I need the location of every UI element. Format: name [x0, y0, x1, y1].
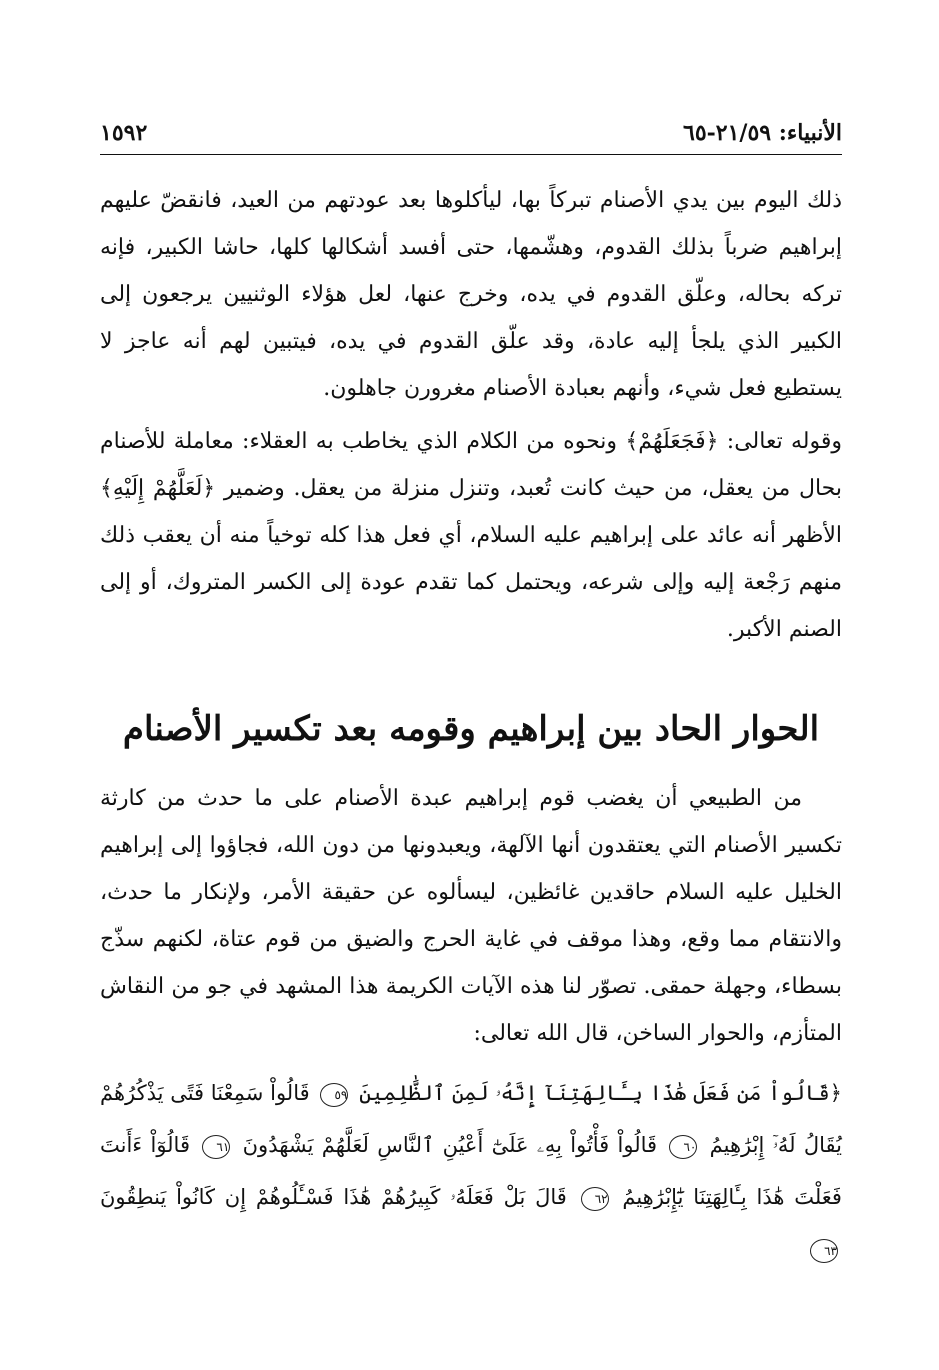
- verse-60: قَالُواْ سَمِعْنَا فَتًى يَذْكُرُهُمْ يُقَالُ لَهُۥٓ إِبْرَٰهِيمُ: [100, 1081, 842, 1157]
- ayah-number-61: ٦١: [202, 1135, 230, 1159]
- verse-59: قَالُواْ مَن فَعَلَ هَٰذَا بِـَٔالِهَتِنَآ إِنَّهُۥ لَمِنَ ٱلظَّٰلِمِينَ: [359, 1081, 830, 1105]
- quran-verses: [100, 1067, 842, 1275]
- quran-open-brace: ﴿: [829, 1081, 842, 1105]
- body-paragraph-3: من الطبيعي أن يغضب قوم إبراهيم عبدة الأصنام على ما حدث من كارثة تكسير الأصنام التي يعتقدون أنها الآلهة، ويعبدونها من دون الله، فجاؤوا إلى إبراهيم الخليل عليه السلام حاقدين غائظين، ليسألوه عن حقيقة الأمر، ولإنكار ما حدث، والانتقام مما وقع، وهذا موقف في غاية الحرج والضيق من قوم عتاة، لكنهم سذّج بسطاء، وجهلة حمقى. تصوّر لنا هذه الآيات الكريمة هذا المشهد في جو من النقاش المتأزم، والحوار الساخن، قال الله تعالى:: [100, 786, 842, 1046]
- ayah-number-60: ٦٠: [669, 1135, 697, 1159]
- body-paragraph-2: وقوله تعالى: ﴿فَجَعَلَهُمْ﴾ ونحوه من الكلام الذي يخاطب به العقلاء: معاملة للأصنام بحال من يعقل، من حيث كانت تُعبد، وتنزل منزلة من يعقل. وضمير ﴿لَعَلَّهُمْ إِلَيْهِ﴾ الأظهر أنه عائد على إبراهيم عليه السلام، أي فعل هذا كله توخياً منه أن يعقب ذلك منهم رَجْعة إليه وإلى شرعه، ويحتمل كما تقدم عودة إلى الكسر المتروك، أو إلى الصنم الأكبر.: [100, 429, 843, 642]
- verse-61: قَالُواْ فَأْتُواْ بِهِۦ عَلَىٰٓ أَعْيُنِ ٱلنَّاسِ لَعَلَّهُمْ يَشْهَدُونَ: [242, 1133, 658, 1157]
- running-header: [100, 118, 842, 148]
- body-paragraph-1: ذلك اليوم بين يدي الأصنام تبركاً بها، ليأكلوها بعد عودتهم من العيد، فانقضّ عليهم إبراهيم ضرباً بذلك القدوم، وهشّمها، حتى أفسد أشكالها كلها، حاشا الكبير، فإنه تركه بحاله، وعلّق القدوم في يده، وخرج عنها، لعل هؤلاء الوثنيين يرجعون إلى الكبير الذي يلجأ إليه عادة، وقد علّق القدوم في يده، فيتبين لهم أنه عاجز لا يستطيع فعل شيء، وأنهم بعبادة الأصنام مغرورن جاهلون.: [100, 188, 842, 401]
- page-number: ١٥٩٢: [100, 120, 148, 146]
- ayah-number-62: ٦٢: [581, 1187, 609, 1211]
- chapter-reference: الأنبياء: ٢١/٥٩-٦٥: [683, 120, 842, 146]
- book-page: [100, 118, 842, 1296]
- verse-62: قَالُوٓاْ ءَأَنتَ فَعَلْتَ هَٰذَا بِـَٔالِهَتِنَا يَٰٓإِبْرَٰهِيمُ: [100, 1133, 842, 1209]
- verse-63: قَالَ بَلْ فَعَلَهُۥ كَبِيرُهُمْ هَٰذَا فَسْـَٔلُوهُمْ إِن كَانُواْ يَنطِقُونَ: [100, 1185, 567, 1209]
- ayah-number-63: ٦٣: [810, 1239, 838, 1263]
- section-heading: الحوار الحاد بين إبراهيم وقومه بعد تكسير الأصنام: [122, 709, 820, 749]
- header-divider: [100, 154, 842, 155]
- ayah-number-59: ٥٩: [320, 1083, 348, 1107]
